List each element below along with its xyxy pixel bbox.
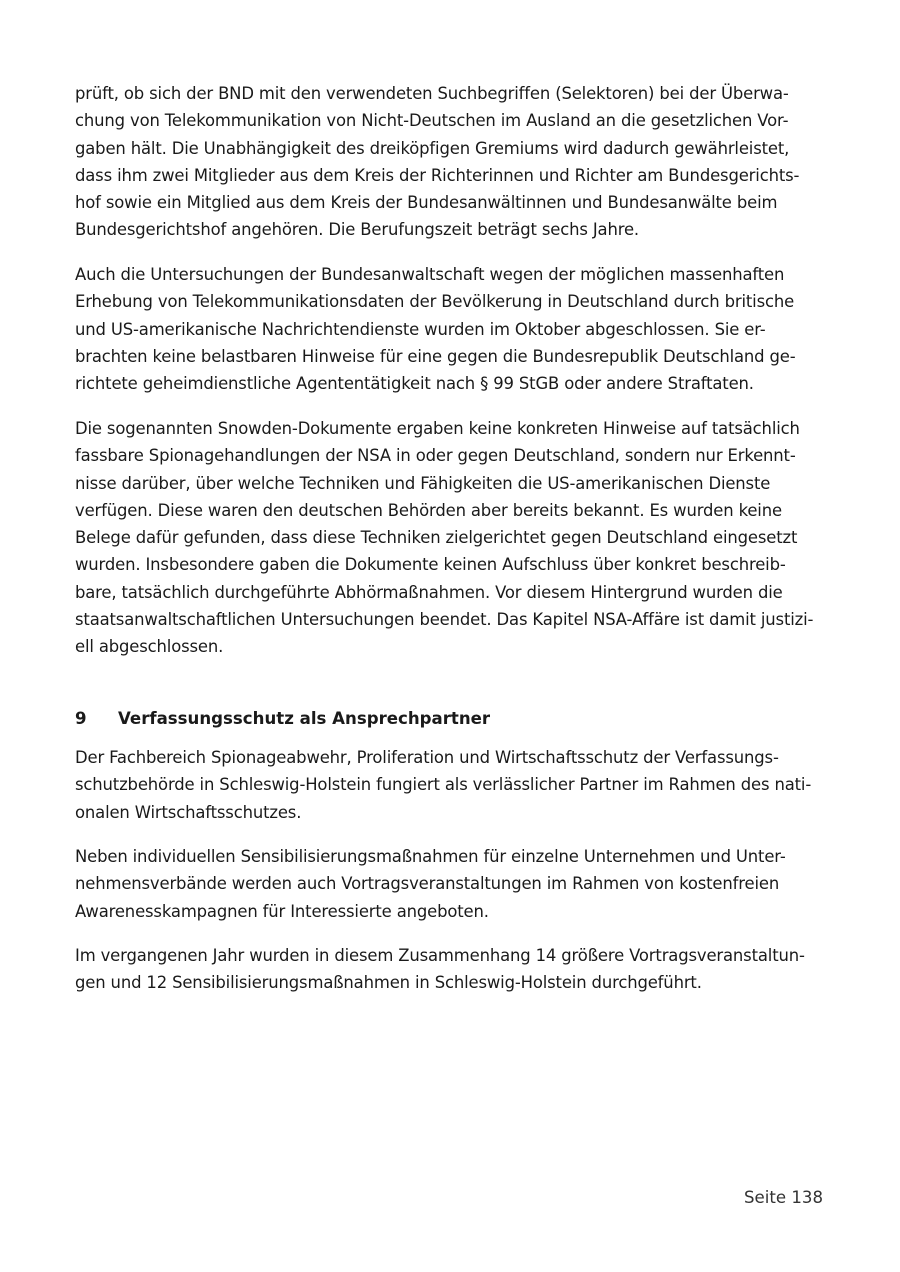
section-heading <box>75 705 835 732</box>
section-title: Verfassungsschutz als Ansprechpartner <box>118 709 491 728</box>
text-line: chung von Telekommunikation von Nicht-Deutschen im Ausland an die gesetzlichen Vor- <box>75 111 789 131</box>
section-number: 9 <box>75 709 87 728</box>
text-line: staatsanwaltschaftlichen Untersuchungen beendet. Das Kapitel NSA-Affäre ist damit justizi- <box>75 610 814 630</box>
text-line: onalen Wirtschaftsschutzes. <box>75 802 302 822</box>
paragraph-snowden-documents <box>75 415 835 661</box>
text-line: richtete geheimdienstliche Agententätigkeit nach § 99 StGB oder andere Straftaten. <box>75 374 754 394</box>
text-line: schutzbehörde in Schleswig-Holstein fungiert als verlässlicher Partner im Rahmen des nati- <box>75 775 812 795</box>
text-line: gen und 12 Sensibilisierungsmaßnahmen in Schleswig-Holstein durchgeführt. <box>75 973 702 993</box>
text-line: fassbare Spionagehandlungen der NSA in oder gegen Deutschland, sondern nur Erkennt- <box>75 446 796 466</box>
page-number: Seite 138 <box>743 1188 823 1207</box>
text-line: brachten keine belastbaren Hinweise für eine gegen die Bundesrepublik Deutschland ge- <box>75 346 796 366</box>
paragraph-bnd-control <box>75 80 835 244</box>
text-line: Bundesgerichtshof angehören. Die Berufungszeit beträgt sechs Jahre. <box>75 220 639 240</box>
text-line: Awarenesskampagnen für Interessierte angeboten. <box>75 901 489 921</box>
text-line: Belege dafür gefunden, dass diese Techniken zielgerichtet gegen Deutschland eingesetzt <box>75 528 798 548</box>
text-line: ell abgeschlossen. <box>75 637 224 657</box>
text-line: gaben hält. Die Unabhängigkeit des dreiköpfigen Gremiums wird dadurch gewährleistet, <box>75 138 790 158</box>
text-line: bare, tatsächlich durchgeführte Abhörmaßnahmen. Vor diesem Hintergrund wurden die <box>75 582 783 602</box>
text-line: Der Fachbereich Spionageabwehr, Proliferation und Wirtschaftsschutz der Verfassungs- <box>75 748 779 767</box>
text-line: nisse darüber, über welche Techniken und Fähigkeiten die US-amerikanischen Dienste <box>75 473 771 493</box>
text-line: verfügen. Diese waren den deutschen Behörden aber bereits bekannt. Es wurden keine <box>75 500 782 520</box>
paragraph-fachbereich <box>75 744 835 826</box>
text-line: prüft, ob sich der BND mit den verwendeten Suchbegriffen (Selektoren) bei der Überwa- <box>75 84 789 103</box>
text-line: Neben individuellen Sensibilisierungsmaßnahmen für einzelne Unternehmen und Unter- <box>75 847 786 866</box>
text-line: Die sogenannten Snowden-Dokumente ergaben keine konkreten Hinweise auf tatsächlich <box>75 419 800 438</box>
text-line: Erhebung von Telekommunikationsdaten der Bevölkerung in Deutschland durch britische <box>75 292 795 312</box>
paragraph-vortragsveranstaltungen <box>75 942 835 997</box>
text-line: Auch die Untersuchungen der Bundesanwaltschaft wegen der möglichen massenhaften <box>75 265 785 284</box>
text-line: dass ihm zwei Mitglieder aus dem Kreis der Richterinnen und Richter am Bundesgerichts- <box>75 165 800 185</box>
text-line: nehmensverbände werden auch Vortragsveranstaltungen im Rahmen von kostenfreien <box>75 874 780 894</box>
text-line: hof sowie ein Mitglied aus dem Kreis der Bundesanwältinnen und Bundesanwälte beim <box>75 193 778 213</box>
text-line: und US-amerikanische Nachrichtendienste wurden im Oktober abgeschlossen. Sie er- <box>75 319 766 339</box>
text-line: wurden. Insbesondere gaben die Dokumente keinen Aufschluss über konkret beschreib- <box>75 555 786 575</box>
text-line: Im vergangenen Jahr wurden in diesem Zusammenhang 14 größere Vortragsveranstaltun- <box>75 946 805 965</box>
paragraph-bundesanwaltschaft <box>75 261 835 397</box>
paragraph-sensibilisierung <box>75 843 835 925</box>
